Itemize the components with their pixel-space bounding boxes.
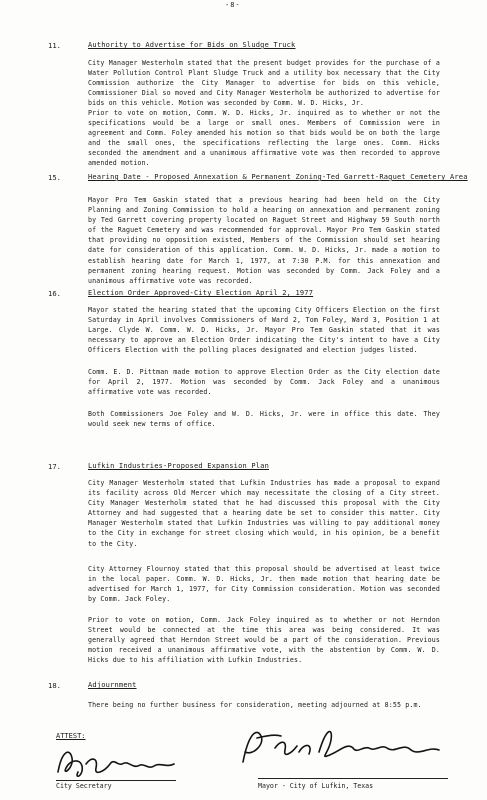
mayor-signature-line: [258, 778, 448, 779]
paragraph: Prior to vote on motion, Comm. W. D. Hicks, Jr. inquired as to whether or not the specifications would be a large or small ones. Members of Commission were in agreement and Comm. Foley amended his motion so that bids would be on both the large and the small ones, the specifications reflecting the large ones. Comm. Hicks seconded the amendment and a unanimous affirmative vote was then recorded to approve amended motion.: [88, 109, 440, 168]
mayor-title: Mayor - City of Lufkin, Texas: [258, 782, 374, 790]
paragraph: Comm. E. D. Pittman made motion to approve Election Order as the City election date for April 2, 1977. Motion was seconded by Comm. Jack Foley and a unanimous affirmative vote was recorded.: [88, 368, 440, 397]
section-number: 16.: [48, 289, 61, 298]
paragraph: Mayor stated the hearing stated that the upcoming City Officers Election on the first Saturday in April involves Commissioners of Ward 2, Tom Foley, Ward 3, Position 1 at Large. Clyde W. Comm. W. D. Hicks, Jr. Mayor Pro Tem Gaskin stated that it was necessary to approve an Election Order indicating the City's intent to have a City Officers Election with the polling places designated and election judges listed.: [88, 306, 440, 355]
page-number: -8-: [225, 1, 241, 9]
section-number: 18.: [48, 681, 61, 690]
section-heading: Lufkin Industries-Proposed Expansion Plan: [88, 462, 269, 470]
paragraph: City Manager Westerholm stated that Lufkin Industries has made a proposal to expand its facility across Old Mercer which may necessitate the closing of a City street. City Manager Westerholm stated that he had discussed this proposal with the City Attorney and had suggested that a hearing date be set to consider this matter. City Manager Westerholm stated that Lufkin Industries was willing to pay additional money to the City in exchange for street closing which would, in his opinion, be a benefit to the City.: [88, 479, 440, 548]
paragraph: Mayor Pro Tem Gaskin stated that a previous hearing had been held on the City Planning and Zoning Commission to hold a hearing on annexation and permanent zoning by Ted Garrett covering property located on Raguet Street and Highway 59 South north of the Raguet Cemetery and was recommended for approval. Mayor Pro Tem Gaskin stated that providing no opposition existed, Members of the Commission should set hearing date for consideration of this application. Comm. W. D. Hicks, Jr. made a motion to establish hearing date for March 1, 1977, at 7:30 P.M. for this annexation and permanent zoning hearing request. Motion was seconded by Comm. Jack Foley and a unanimous affirmative vote was recorded.: [88, 196, 440, 285]
section-heading: Adjournment: [88, 681, 137, 689]
section-number: 17.: [48, 462, 61, 471]
section-number: 15.: [48, 173, 61, 182]
secretary-signature: [52, 742, 182, 782]
attest-label: ATTEST:: [56, 732, 86, 740]
section-heading: Election Order Approved-City Election April 2, 1977: [88, 289, 314, 297]
section-number: 11.: [48, 41, 61, 50]
paragraph: There being no further business for consideration, meeting adjourned at 8:55 p.m.: [88, 701, 422, 709]
secretary-title: City Secretary: [56, 782, 112, 790]
paragraph: City Attorney Flournoy stated that this proposal should be advertised at least twice in the local paper. Comm. W. D. Hicks, Jr. then made motion that hearing date be advertised for March 1, 1977, for City Commission consideration. Motion was seconded by Comm. Jack Foley.: [88, 565, 440, 604]
paragraph: Prior to vote on motion, Comm. Jack Foley inquired as to whether or not Herndon Street would be connected at the time this area was being considered. It was generally agreed that Herndon Street would be a part of the consideration. Previous motion received a unanimous affirmative vote, with the abstention by Comm. W. D. Hicks due to his affiliation with Lufkin Industries.: [88, 616, 440, 665]
section-heading: Hearing Date - Proposed Annexation & Permanent Zoning-Ted Garrett-Raguet Cemetery Area: [88, 173, 468, 181]
paragraph: City Manager Westerholm stated that the present budget provides for the purchase of a Water Pollution Control Plant Sludge Truck and a utility box necessary that the City Commission authorize the City Manager to advertise for bids on this vehicle, Commissioner Dial so moved and City Manager Westerholm be authorized to advertise for bids on this vehicle. Motion was seconded by Comm. W. D. Hicks, Jr.: [88, 59, 440, 108]
mayor-signature: [235, 722, 445, 774]
paragraph: Both Commissioners Joe Foley and W. D. Hicks, Jr. were in office this date. They would seek new terms of office.: [88, 410, 440, 429]
secretary-signature-line: [56, 780, 176, 781]
section-heading: Authority to Advertise for Bids on Sludge Truck: [88, 41, 296, 49]
